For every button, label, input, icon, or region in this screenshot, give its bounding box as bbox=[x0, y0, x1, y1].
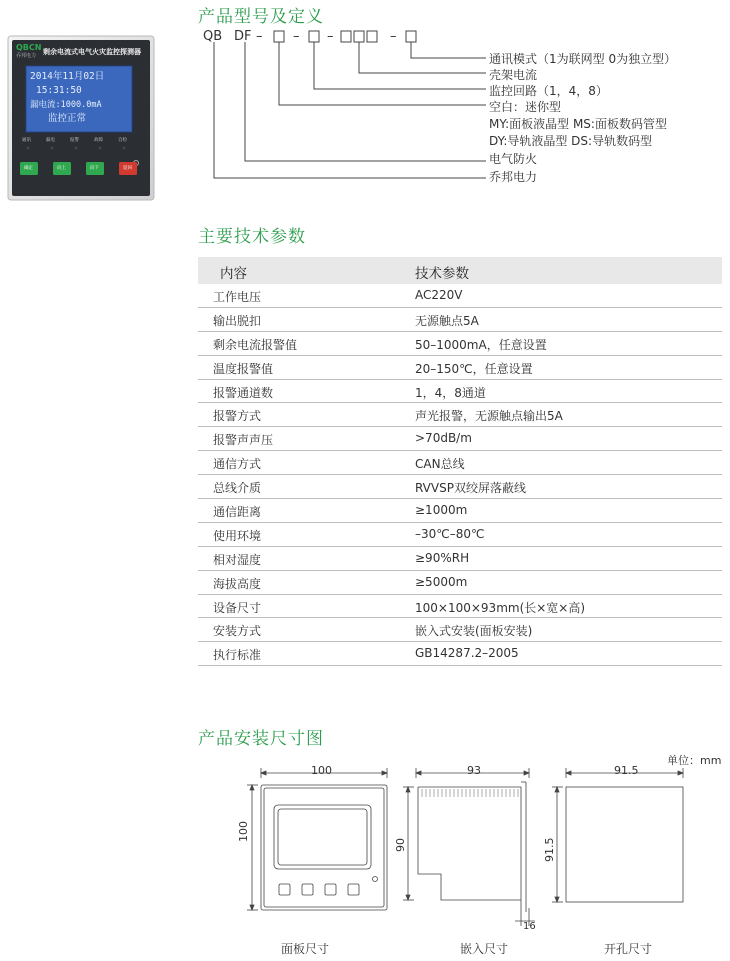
code-dash-3: – bbox=[327, 29, 334, 44]
param-name: 通信方式 bbox=[213, 457, 262, 472]
param-value: –30℃–80℃ bbox=[415, 526, 485, 541]
embed-drawing bbox=[403, 768, 535, 926]
panel-drawing bbox=[247, 768, 387, 910]
embed-width-label: 93 bbox=[467, 764, 481, 777]
param-name: 温度报警值 bbox=[213, 361, 274, 376]
desc-blank-mini: 空白：迷你型 bbox=[489, 100, 562, 114]
table-row bbox=[198, 451, 722, 475]
screen-line-current: 漏电流:1000.0mA bbox=[30, 100, 102, 110]
table-row bbox=[198, 499, 722, 523]
header-item: 内容 bbox=[220, 266, 247, 282]
key-up: 向上 bbox=[57, 166, 66, 171]
code-df: DF bbox=[234, 29, 252, 44]
table-row bbox=[198, 642, 722, 666]
key-confirm: 确定 bbox=[24, 166, 33, 171]
param-name: 执行标准 bbox=[213, 648, 262, 663]
device-name: 剩余电流式电气火灾监控探测器 bbox=[43, 48, 141, 56]
param-name: 通信距离 bbox=[213, 505, 262, 520]
table-row bbox=[198, 403, 722, 427]
code-dash-1: – bbox=[256, 29, 263, 44]
table-row bbox=[198, 595, 722, 619]
param-value: 声光报警，无源触点输出5A bbox=[415, 409, 563, 424]
indicator-comm: 通讯 bbox=[22, 138, 31, 143]
code-box-comm bbox=[406, 31, 416, 42]
embed-height-label: 90 bbox=[394, 838, 407, 852]
table-row bbox=[198, 308, 722, 332]
model-code-diagram bbox=[198, 28, 498, 188]
code-box-current-1 bbox=[341, 31, 351, 42]
desc-fire-protection: 电气防火 bbox=[489, 152, 538, 166]
device-screen bbox=[30, 70, 130, 126]
param-name: 相对湿度 bbox=[213, 552, 262, 567]
device-brand-sub: 乔邦电力 bbox=[16, 53, 37, 59]
cutout-height-label: 91.5 bbox=[543, 837, 556, 862]
table-row bbox=[198, 332, 722, 356]
param-value: AC220V bbox=[415, 288, 463, 302]
table-row bbox=[198, 618, 722, 642]
param-value: ≥90%RH bbox=[415, 550, 470, 565]
param-name: 报警通道数 bbox=[213, 385, 274, 400]
indicator-alarm: 报警 bbox=[70, 138, 79, 143]
desc-comm-mode: 通讯模式（1为联网型 0为独立型） bbox=[489, 52, 677, 66]
code-box-current-3 bbox=[367, 31, 377, 42]
device-brand: QBCN bbox=[16, 43, 42, 52]
indicator-selftest: 自检 bbox=[118, 138, 127, 143]
param-value: ≥5000m bbox=[415, 574, 468, 589]
table-row bbox=[198, 380, 722, 404]
param-value: >70dB/m bbox=[415, 431, 472, 446]
table-row bbox=[198, 356, 722, 380]
cutout-drawing bbox=[552, 768, 683, 902]
code-dash-4: – bbox=[390, 29, 397, 44]
code-prefix: QB bbox=[203, 29, 223, 44]
param-value: 无源触点5A bbox=[415, 313, 479, 328]
param-name: 输出脱扣 bbox=[213, 313, 262, 328]
table-row bbox=[198, 547, 722, 571]
param-value: 1，4，8通道 bbox=[415, 385, 486, 400]
table-row bbox=[198, 427, 722, 451]
param-name: 报警方式 bbox=[213, 409, 262, 424]
indicator-fault: 故障 bbox=[94, 138, 103, 143]
dims-section-title: 产品安装尺寸图 bbox=[198, 729, 324, 749]
panel-width-label: 100 bbox=[311, 764, 332, 777]
panel-height-label: 100 bbox=[237, 821, 250, 842]
code-box-current-2 bbox=[354, 31, 364, 42]
code-box-series bbox=[274, 31, 284, 42]
param-value: RVVSP双绞屏落蔽线 bbox=[415, 481, 526, 496]
param-value: 20–150℃，任意设置 bbox=[415, 361, 533, 376]
screen-line-status: 监控正常 bbox=[48, 113, 87, 124]
desc-brand: 乔邦电力 bbox=[489, 170, 538, 184]
param-name: 工作电压 bbox=[213, 290, 262, 304]
desc-rail-types: DY:导轨液晶型 DS:导轨数码型 bbox=[489, 134, 653, 148]
model-section-title: 产品型号及定义 bbox=[198, 7, 324, 27]
code-dash-2: – bbox=[293, 29, 300, 44]
param-name: 使用环境 bbox=[213, 528, 262, 543]
screen-line-time: 15:31:50 bbox=[36, 85, 82, 96]
param-value: CAN总线 bbox=[415, 457, 465, 472]
param-value: 100×100×93mm(长×宽×高) bbox=[415, 600, 586, 615]
param-name: 总线介质 bbox=[213, 481, 262, 496]
panel-caption: 面板尺寸 bbox=[281, 942, 330, 956]
param-name: 报警声声压 bbox=[213, 433, 274, 448]
desc-panel-types: MY:面板液晶型 MS:面板数码管型 bbox=[489, 117, 667, 131]
header-value: 技术参数 bbox=[415, 266, 469, 282]
code-box-circuits bbox=[309, 31, 319, 42]
param-name: 海拔高度 bbox=[213, 576, 262, 591]
param-name: 剩余电流报警值 bbox=[213, 337, 298, 352]
param-value: GB14287.2–2005 bbox=[415, 646, 519, 661]
embed-caption: 嵌入尺寸 bbox=[460, 942, 509, 956]
params-section-title: 主要技术参数 bbox=[198, 227, 306, 247]
desc-monitor-circuits: 监控回路（1，4，8） bbox=[489, 84, 608, 98]
table-row bbox=[198, 284, 722, 308]
device-photo bbox=[6, 34, 156, 202]
table-row bbox=[198, 475, 722, 499]
unit-label: 单位：mm bbox=[667, 754, 722, 767]
param-value: ≥1000m bbox=[415, 503, 468, 518]
table-body bbox=[198, 284, 722, 666]
param-value: 50–1000mA，任意设置 bbox=[415, 337, 547, 352]
key-back: 返回 bbox=[123, 166, 132, 171]
table-row bbox=[198, 571, 722, 595]
cutout-width-label: 91.5 bbox=[614, 764, 639, 777]
table-row bbox=[198, 523, 722, 547]
dimension-drawings bbox=[236, 760, 726, 940]
embed-depth-label: 16 bbox=[523, 921, 536, 932]
param-value: 嵌入式安装(面板安装) bbox=[415, 624, 533, 639]
param-name: 安装方式 bbox=[213, 624, 262, 639]
cutout-caption: 开孔尺寸 bbox=[604, 942, 653, 956]
params-table bbox=[198, 257, 722, 666]
desc-frame-current: 壳架电流 bbox=[489, 68, 538, 82]
screen-line-date: 2014年11月02日 bbox=[30, 71, 105, 82]
indicator-leak: 漏电 bbox=[46, 138, 55, 143]
param-name: 设备尺寸 bbox=[213, 600, 262, 615]
table-header bbox=[198, 257, 722, 284]
key-down: 向下 bbox=[90, 166, 99, 171]
